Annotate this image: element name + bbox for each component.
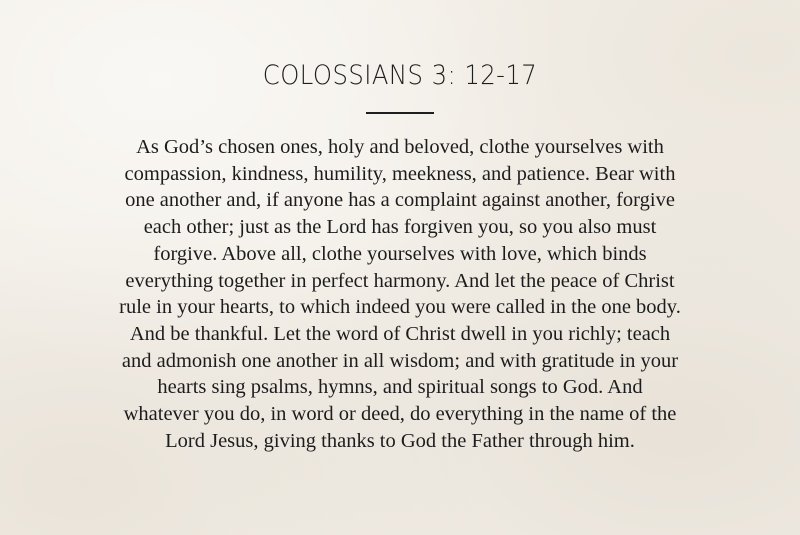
passage-text: As God’s chosen ones, holy and beloved, clothe yourselves with compassion, kindness, humility, meekness, and patience. Bear with one another and, if anyone has a complaint against another, forgive each other; just as the Lord has forgiven you, so you also must forgive. Above all, clothe yourselves with love, which binds everything together in perfect harmony. And let the peace of Christ rule in your hearts, to which indeed you were called in the one body. And be thankful. Let the word of Christ dwell in you richly; teach and admonish one another in all wisdom; and with gratitude in your hearts sing psalms, hymns, and spiritual songs to God. And whatever you do, in word or deed, do everything in the name of the Lord Jesus, giving thanks to God the Father through him. bbox=[119, 136, 681, 452]
passage-title: COLOSSIANS 3: 12-17 bbox=[262, 60, 538, 91]
title-divider bbox=[366, 112, 434, 114]
